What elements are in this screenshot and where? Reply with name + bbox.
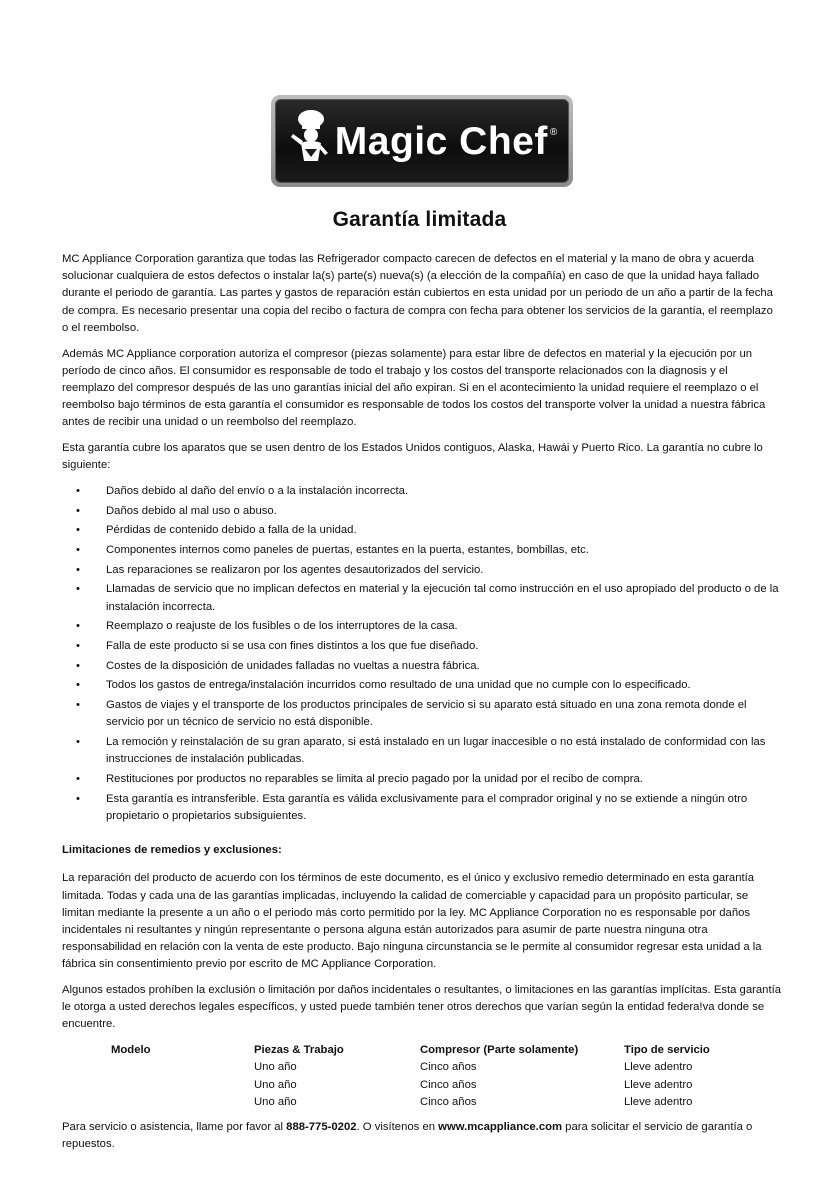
limitations-paragraph-2: Algunos estados prohíben la exclusión o limitación por daños incidentales o resultantes, o limitaciones en las garantías implícitas. Esta garantía le otorga a usted derechos legales específicos, y usted puede también tener otros derechos que varían según la entidad federa!va donde se encuentre. — [62, 984, 782, 1031]
exclusions-list — [62, 483, 782, 825]
page-title: Garantía limitada — [332, 208, 507, 231]
intro-paragraph-3: Esta garantía cubre los aparatos que se usen dentro de los Estados Unidos contiguos, Alaska, Hawái y Puerto Rico. La garantía no cubre lo siguiente: — [62, 442, 763, 472]
header-tipo-servicio: Tipo de servicio — [624, 1044, 710, 1057]
list-item: • Daños debido al daño del envío o a la instalación incorrecta. — [62, 483, 782, 500]
table-row: Uno año Cinco años Lleve adentro — [254, 1061, 693, 1074]
list-item: • La remoción y reinstalación de su gran aparato, si está instalado en un lugar inaccesible o no está instalado de conformidad con las instrucciones de instalación publicadas. — [76, 736, 766, 766]
bullet: • — [76, 484, 80, 497]
table-header-row — [111, 1042, 744, 1059]
bullet: • — [76, 504, 80, 517]
bullet: • — [76, 792, 80, 805]
list-item: • Daños debido al mal uso o abuso. — [62, 503, 782, 520]
logo-wordmark: Magic Chef — [334, 119, 548, 163]
bullet: • — [76, 736, 80, 749]
support-url: www.mcappliance.com — [438, 1120, 563, 1133]
header-piezas-trabajo: Piezas & Trabajo — [254, 1044, 344, 1057]
bullet: • — [76, 524, 80, 537]
list-item: • Gastos de viajes y el transporte de los productos principales de servicio si su aparato está situado en una zona remota donde el servicio por un técnico de servicio no está disponible. — [76, 699, 747, 729]
list-item: • Esta garantía es intransferible. Esta garantía es válida exclusivamente para el comprador original y no se extiende a ningún otro propietario o propietarios subsiguientes. — [76, 792, 748, 822]
bullet: • — [76, 699, 80, 712]
intro-paragraph-1: MC Appliance Corporation garantiza que todas las Refrigerador compacto carecen de defectos en el material y la mano de obra y acuerda solucionar cualquiera de estos defectos o instalar la(s) parte(s) nueva(s) (a elección de la compañía) en caso de que la unidad haya fallado durante el periodo de garantía. Las partes y gastos de reparación están cubiertos en esta unidad por un periodo de un año a partir de la fecha de compra. Es necesario presentar una copia del recibo o factura de compra con fecha para obtener los servicios de la garantía, el reemplazo o el reembolso. — [62, 253, 773, 334]
limitations-paragraph-1: La reparación del producto de acuerdo con los términos de este documento, es el único y exclusivo remedio determinado en esta garantía limitada. Todas y cada una de las garantías implicadas, incluyendo la calidad de comerciable y capacidad para un propósito particular, se limitan mediante la presente a un año o el periodo más corto permitido por la ley. MC Appliance Corporation no es responsable por daños incidentales ni resultantes y ningún representante o persona alguna están autorizados para asumir de parte nuestra ninguna otra responsabilidad en relación con la venta de este producto. Bajo ninguna circunstancia se le permite al consumidor regresar esta unidad a la fábrica sin consentimiento previo por escrito de MC Appliance Corporation. — [62, 872, 762, 971]
list-item: • Restituciones por productos no reparables se limita al precio pagado por la unidad por el recibo de compra. — [62, 771, 782, 788]
list-item: • Todos los gastos de entrega/instalación incurridos como resultado de una unidad que no cumple con lo especificado. — [62, 677, 782, 694]
bullet: • — [76, 772, 80, 785]
list-item: • Las reparaciones se realizaron por los agentes desautorizados del servicio. — [62, 562, 782, 579]
support-phone: 888-775-0202 — [286, 1120, 357, 1133]
bullet: • — [76, 659, 80, 672]
table-row: Uno año Cinco años Lleve adentro — [254, 1095, 693, 1108]
header-modelo: Modelo — [111, 1044, 151, 1057]
list-item: • Pérdidas de contenido debido a falla de la unidad. — [62, 522, 782, 539]
intro-paragraph-2: Además MC Appliance corporation autoriza el compresor (piezas solamente) para estar libre de defectos en material y la ejecución por un período de cinco años. El consumidor es responsable de todo el trabajo y los costos del transporte relacionados con la diagnosis y el reemplazo del compresor después de las uno garantías inicial del año expiran. Si en el acontecimiento la unidad requiere el reemplazo o el reembolso bajo términos de esta garantía el consumidor es responsable de todos los costos del transporte volver la unidad a nuestra fábrica antes de recibir una unidad o un reembolso del reemplazo. — [62, 347, 766, 429]
warranty-table — [111, 1042, 744, 1111]
list-item: • Reemplazo o reajuste de los fusibles o de los interruptores de la casa. — [62, 618, 782, 635]
chef-mascot-icon — [287, 107, 331, 165]
list-item: • Componentes internos como paneles de puertas, estantes en la puerta, estantes, bombillas, etc. — [62, 542, 782, 559]
limitations-heading: Limitaciones de remedios y exclusiones: — [62, 844, 282, 857]
registered-mark: ® — [549, 127, 558, 138]
header-compresor: Compresor (Parte solamente) — [420, 1044, 579, 1057]
bullet: • — [76, 544, 80, 557]
magic-chef-logo — [271, 95, 573, 187]
bullet: • — [76, 679, 80, 692]
list-item: • Falla de este producto si se usa con fines distintos a los que fue diseñado. — [62, 638, 782, 655]
bullet: • — [76, 563, 80, 576]
bullet: • — [76, 620, 80, 633]
table-row: Uno año Cinco años Lleve adentro — [254, 1078, 693, 1091]
footer-contact: Para servicio o asistencia, llame por favor al 888-775-0202. O visítenos en www.mcappliance.com para solicitar el servicio de garantía o repuestos. — [62, 1120, 753, 1151]
bullet: • — [76, 583, 80, 596]
bullet: • — [76, 640, 80, 653]
list-item: • Costes de la disposición de unidades falladas no vueltas a nuestra fábrica. — [62, 658, 782, 675]
logo-plate — [275, 99, 569, 183]
list-item: • Llamadas de servicio que no implican defectos en material y la ejecución tal como instrucción en el uso apropiado del producto o de la instalación incorrecta. — [76, 583, 779, 613]
warranty-body — [62, 251, 782, 1162]
